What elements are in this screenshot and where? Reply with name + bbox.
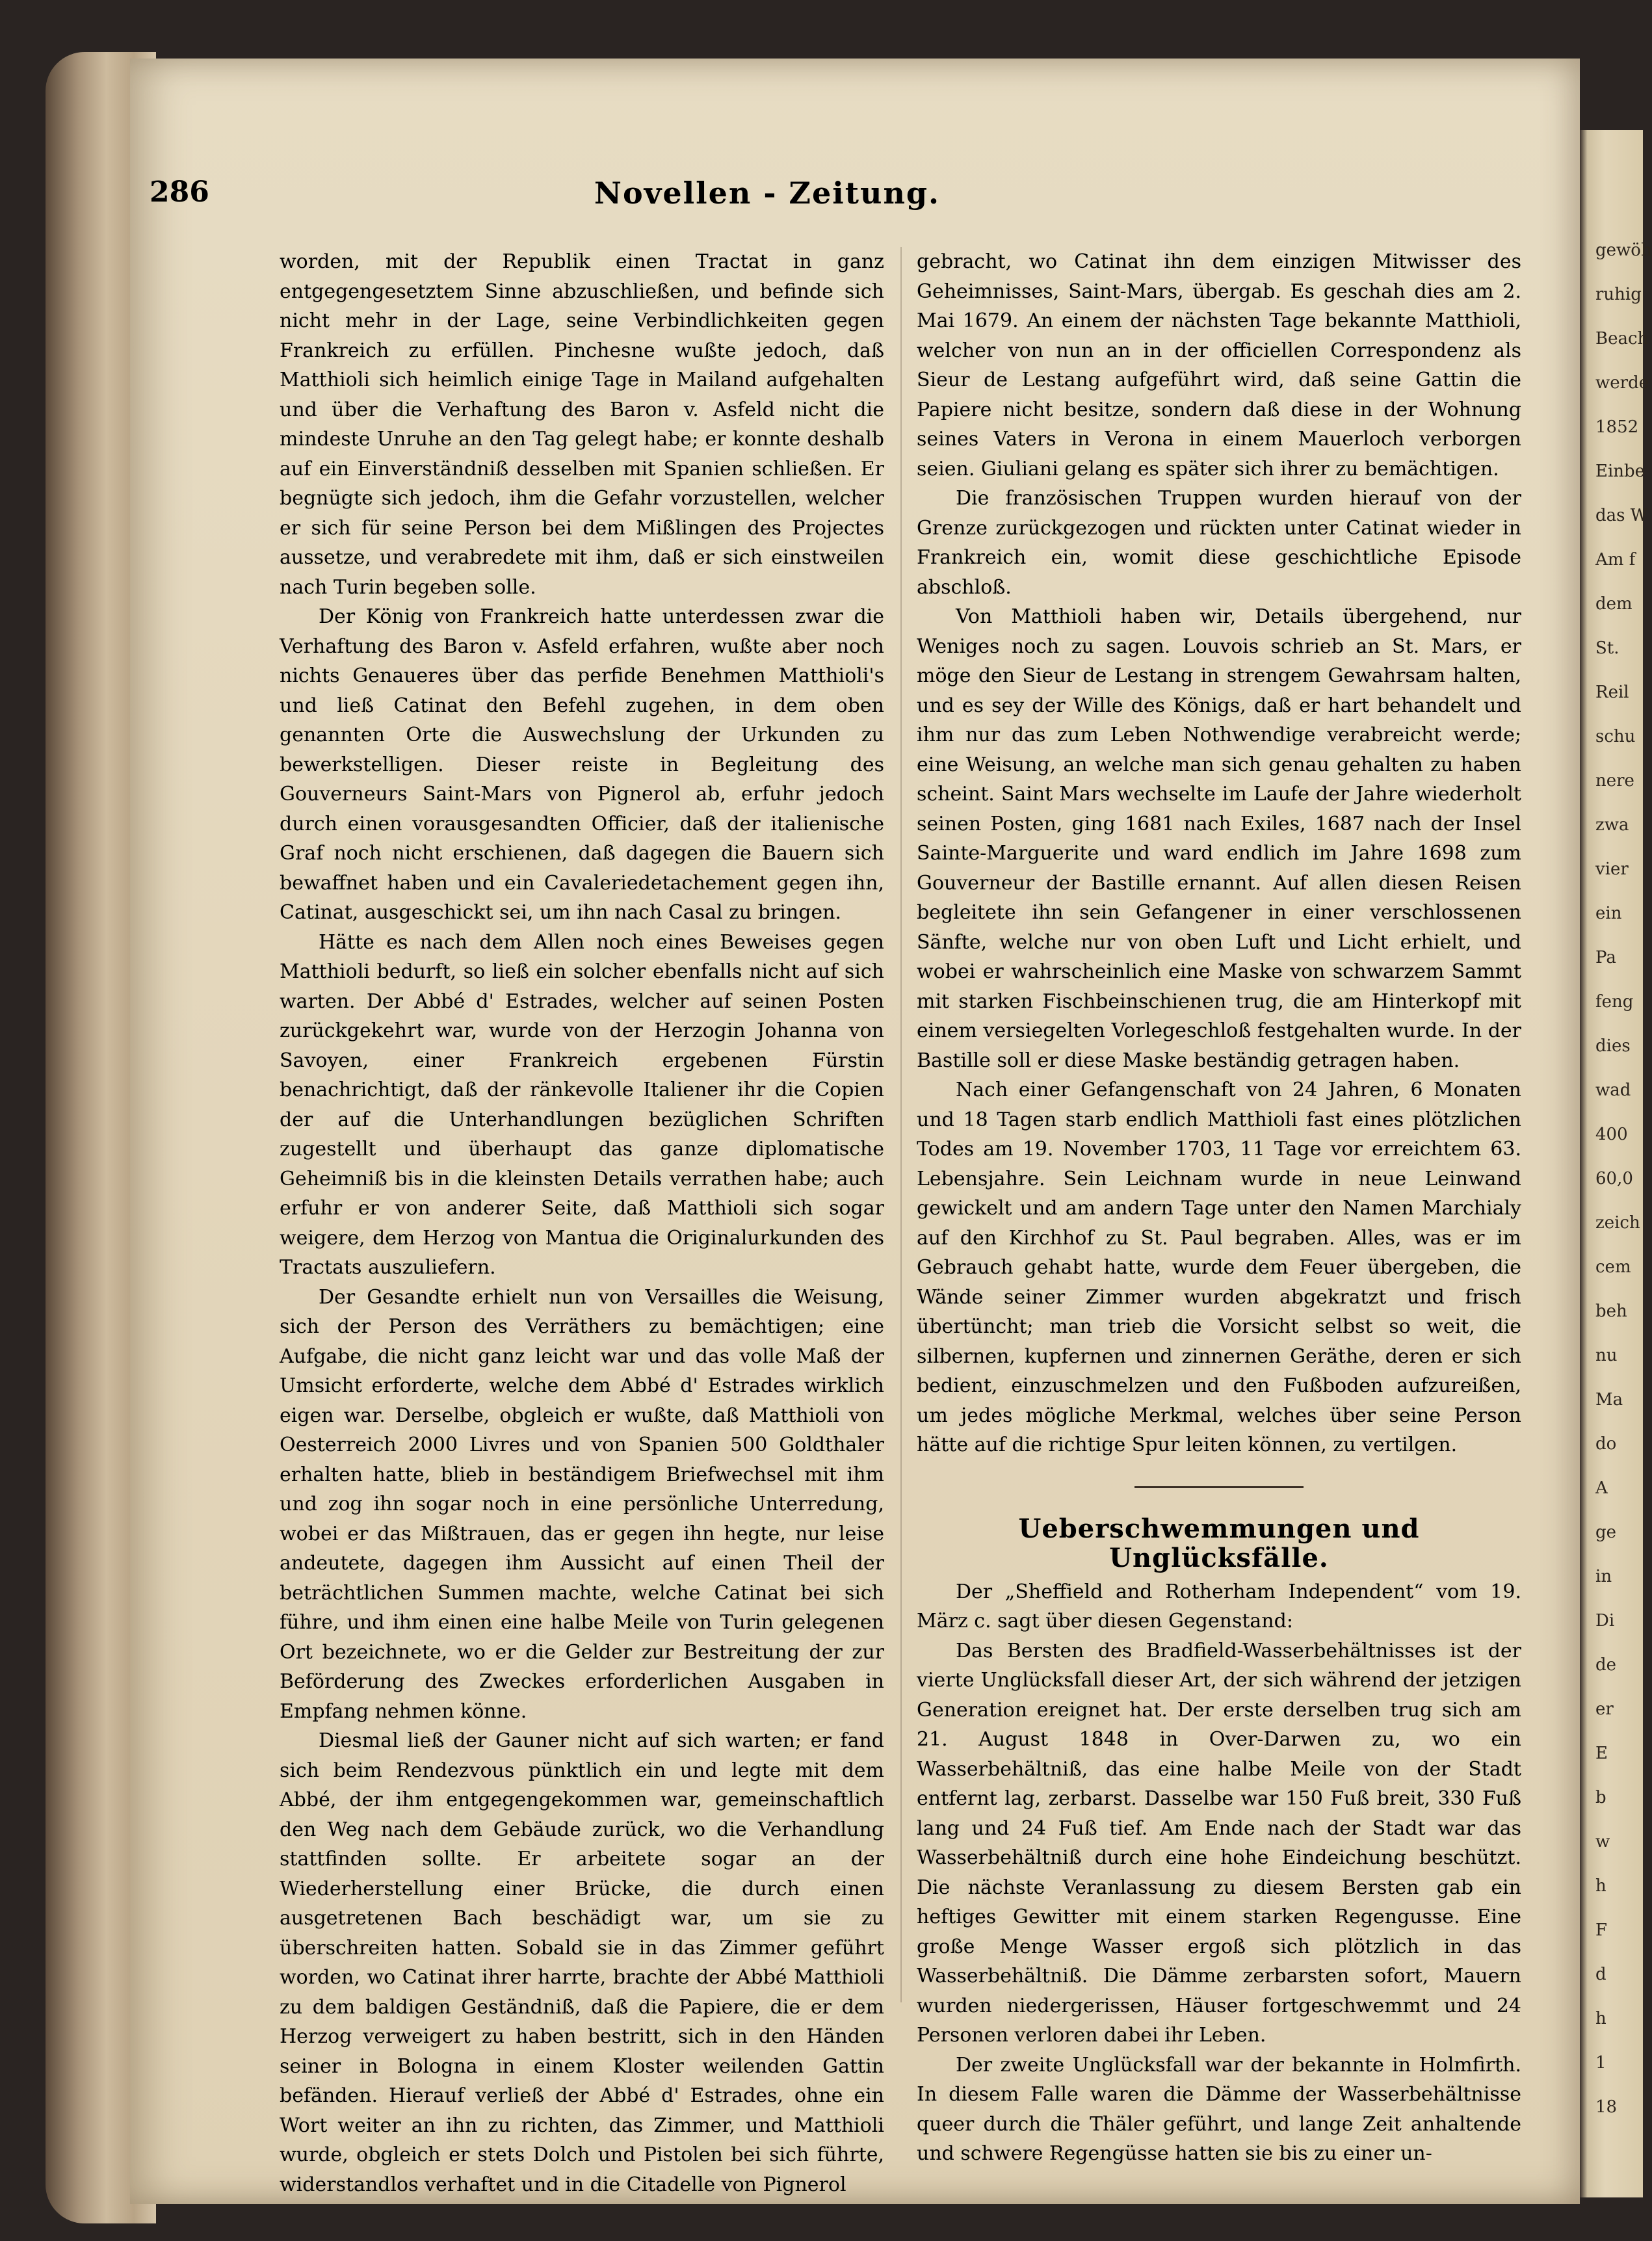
paragraph: Von Matthioli haben wir, Details übergehend, nur Weniges noch zu sagen. Louvois schrieb an St. Mars, er möge den Sieur de Lestang in strengem Gewahrsam halten, und es sey der Wille des Königs, daß er hart behandelt und ihm nur das zum Leben Nothwendige verabreicht werde; eine Weisung, an welche man sich genau gehalten zu haben scheint. Saint Mars wechselte im Laufe der Jahre wiederholt seinen Posten, ging 1681 nach Exiles, 1687 nach der Insel Sainte-Marguerite und ward endlich im Jahre 1698 zum Gouverneur der Bastille ernannt. Auf allen diesen Reisen begleitete ihn sein Gefangener in einer verschlossenen Sänfte, welche nur von oben Luft und Licht erhielt, und wobei er wahrscheinlich eine Maske von schwarzem Sammt mit starken Fischbeinschienen trug, die am Hinterkopf mit einem versiegelten Vorlegeschloß festgehalten wurde. In der Bastille soll er diese Maske beständig getragen haben. [917,605,1521,1072]
next-page-word-fragment: das W [1595,506,1648,525]
next-page-word-fragment: dies [1595,1036,1631,1056]
next-page-word-fragment: Di [1595,1611,1615,1631]
next-page-word-fragment: 18 [1595,2097,1618,2117]
right-column [917,247,1521,2169]
next-page-word-fragment: werde [1595,373,1649,393]
next-page-word-fragment: Pa [1595,948,1616,967]
next-page-word-fragment: in [1595,1567,1612,1586]
next-page-word-fragment: vier [1595,859,1629,879]
paragraph: Der König von Frankreich hatte unterdessen zwar die Verhaftung des Baron v. Asfeld erfahren, wußte aber noch nichts Genaueres über das perfide Benehmen Matthioli's und ließ Catinat den Befehl zugehen, in dem oben genannten Orte die Auswechslung der Urkunden zu bewerkstelligen. Dieser reiste in Begleitung des Gouverneurs Saint-Mars von Pignerol ab, erfuhr jedoch durch einen vorausgesandten Officier, daß der italienische Graf noch nicht erschienen, daß dagegen die Bauern sich bewaffnet haben und ein Cavaleriedetachement gegen ihn, Catinat, ausgeschickt sei, um ihn nach Casal zu bringen. [280,605,884,924]
next-page-word-fragment: dem [1595,594,1632,614]
page-number: 286 [150,176,209,209]
section-separator [1134,1486,1304,1488]
paragraph: Die französischen Truppen wurden hierauf von der Grenze zurückgezogen und rückten unter Catinat wieder in Frankreich ein, womit diese geschichtliche Episode abschloß. [917,487,1521,599]
paragraph: Diesmal ließ der Gauner nicht auf sich warten; er fand sich beim Rendezvous pünktlich ein und legte mit dem Abbé, der ihm entgegengekommen war, gemeinschaftlich den Weg nach dem Gebäude zurück, wo die Verhandlung stattfinden sollte. Er arbeitete sogar an der Wiederherstellung einer Brücke, die durch einen ausgetretenen Bach beschädigt war, um sie zu überschreiten hatten. Sobald sie in das Zimmer geführt worden, wo Catinat ihrer harrte, brachte der Abbé Matthioli zu dem baldigen Geständniß, daß die Papiere, die er dem Herzog verweigert zu haben bestritt, sich in den Händen seiner in Bologna in einem Kloster weilenden Gattin befänden. Hierauf verließ der Abbé d' Estrades, ohne ein Wort weiter an ihn zu richten, das Zimmer, und Matthioli wurde, obgleich er stets Dolch und Pistolen bei sich führte, widerstandlos verhaftet und in die Citadelle von Pignerol [280,1729,884,2196]
next-page-word-fragment: F [1595,1920,1608,1940]
next-page-word-fragment: St. [1595,638,1619,658]
next-page-word-fragment: Reil [1595,683,1629,702]
next-page-word-fragment: ruhig [1595,285,1642,304]
next-page-word-fragment: zeich [1595,1213,1640,1233]
next-page-word-fragment: nere [1595,771,1634,791]
next-page-word-fragment: zwa [1595,815,1629,835]
next-page-word-fragment: b [1595,1788,1606,1807]
paragraph: Nach einer Gefangenschaft von 24 Jahren, 6 Monaten und 18 Tagen starb endlich Matthioli fast eines plötzlichen Todes am 19. November 1703, 11 Tage vor erreichtem 63. Lebensjahre. Sein Leichnam wurde in neue Leinwand gewickelt und am andern Tage unter den Namen Marchialy auf den Kirchhof zu St. Paul begraben. Alles, was er im Gebrauch gehabt hatte, wurde dem Feuer übergeben, die Wände seiner Zimmer wurden abgekratzt und frisch übertüncht; man trieb die Vorsicht selbst so weit, die silbernen, kupfernen und zinnernen Geräthe, deren er sich bedient, einzuschmelzen und den Fußboden aufzureißen, um jedes mögliche Merkmal, welches über seine Person hätte auf die richtige Spur leiten können, zu vertilgen. [917,1079,1521,1456]
next-page-word-fragment: 400 [1595,1125,1628,1144]
next-page-word-fragment: gewöh [1595,241,1652,260]
paragraph: Der „Sheffield and Rotherham Independent“ vom 19. März c. sagt über diesen Gegenstand: [917,1580,1521,1632]
next-page-word-fragment: 1852 [1595,417,1639,437]
next-page-word-fragment: beh [1595,1302,1627,1321]
next-page-word-fragment: do [1595,1434,1617,1454]
next-page-word-fragment: w [1595,1832,1610,1852]
next-page-word-fragment: cem [1595,1257,1631,1277]
next-page-word-fragment: 60,0 [1595,1169,1633,1188]
paragraph: Hätte es nach dem Allen noch eines Beweises gegen Matthioli bedurft, so ließ ein solcher ebenfalls nicht auf sich warten. Der Abbé d' Estrades, welcher auf seinen Posten zurückgekehrt war, wurde von der Herzogin Johanna von Savoyen, einer Frankreich ergebenen Fürstin benachrichtigt, daß der ränkevolle Italiener ihr die Copien der auf die Unterhandlungen bezüglichen Schriften zugestellt und überhaupt das ganze diplomatische Geheimniß bis in die kleinsten Details verrathen habe; auch erfuhr er von anderer Seite, daß Matthioli sich sogar weigere, dem Herzog von Mantua die Originalurkunden des Tractats auszuliefern. [280,930,884,1279]
next-page-word-fragment: Ma [1595,1390,1623,1409]
next-page-word-fragment: h [1595,1876,1606,1896]
next-page-word-fragment: 1 [1595,2053,1606,2073]
page-header [150,176,1385,221]
paragraph: Das Bersten des Bradfield-Wasserbehältnisses ist der vierte Unglücksfall dieser Art, der sich während der jetzigen Generation ereignet hat. Der erste derselben trug sich am 21. August 1848 in Over-Darwen zu, wo ein Wasserbehältniß, das eine halbe Meile von der Stadt entfernt lag, zerbarst. Dasselbe war 150 Fuß breit, 330 Fuß lang und 24 Fuß tief. Am Ende nach der Stadt war das Wasserbehältniß durch eine hohe Eindeichung beschützt. Die nächste Veranlassung zu diesem Bersten gab ein heftiges Gewitter mit einem starken Regengusse. Eine große Menge Wasser ergoß sich plötzlich in das Wasserbehältniß. Die Dämme zerbarsten sofort, Mauern wurden niedergerissen, Häuser fortgeschwemmt und 24 Personen verloren dabei ihr Leben. [917,1639,1521,2047]
next-page-word-fragment: E [1595,1744,1608,1763]
next-page-fragment [1580,130,1652,2197]
paragraph: Der Gesandte erhielt nun von Versailles die Weisung, sich der Person des Verräthers zu bemächtigen; eine Aufgabe, die nicht ganz leicht war und das volle Maß der Umsicht erforderte, welche dem Abbé d' Estrades wirklich eigen war. Derselbe, obgleich er wußte, daß Matthioli von Oesterreich 2000 Livres und von Spanien 500 Goldthaler erhalten hatte, blieb in beständigem Briefwechsel mit ihm und zog ihn sogar noch in eine persönliche Unterredung, wobei er das Mißtrauen, das er gegen ihn hegte, nur leise andeutete, dagegen ihm Aussicht auf einen Theil der beträchtlichen Summen machte, welche Catinat bei sich führe, und ihm einen eine halbe Meile von Turin gelegenen Ort bezeichnete, wo er die Gelder zur Bestreitung der zur Beförderung des Zweckes erforderlichen Ausgaben in Empfang nehmen könne. [280,1285,884,1723]
next-page-word-fragment: Beach [1595,329,1649,348]
next-page-word-fragment: er [1595,1699,1614,1719]
next-page-word-fragment: wad [1595,1081,1631,1100]
running-title: Novellen - Zeitung. [594,176,941,211]
next-page-word-fragment: ein [1595,904,1622,923]
paragraph: gebracht, wo Catinat ihn dem einzigen Mitwisser des Geheimnisses, Saint-Mars, übergab. Es geschah dies am 2. Mai 1679. An einem der nächsten Tage bekannte Matthioli, welcher von nun an in der officiellen Correspondenz als Sieur de Lestang aufgeführt wird, daß seine Gattin die Papiere nicht besitze, sondern daß diese in der Wohnung seines Vaters in Verona in einem Mauerloch verborgen seien. Giuliani gelang es später sich ihrer zu bemächtigen. [917,250,1521,480]
paragraph: Der zweite Unglücksfall war der bekannte in Holmfirth. In diesem Falle waren die Dämme der Wasserbehältnisse queer durch die Thäler geführt, und lange Zeit anhaltende und schwere Regengüsse hatten sie bis zu einer un- [917,2053,1521,2165]
next-page-word-fragment: Einbe [1595,462,1645,481]
next-page-word-fragment: de [1595,1655,1617,1675]
next-page-word-fragment: Am f [1595,550,1636,570]
next-page-word-fragment: nu [1595,1346,1618,1365]
next-page-word-fragment: A [1595,1478,1608,1498]
left-column [280,247,884,2199]
paragraph: worden, mit der Republik einen Tractat in ganz entgegengesetztem Sinne abzuschließen, und befinde sich nicht mehr in der Lage, seine Verbindlichkeiten gegen Frankreich zu erfüllen. Pinchesne wußte jedoch, daß Matthioli sich heimlich einige Tage in Mailand aufgehalten und über die Verhaftung des Baron v. Asfeld nicht die mindeste Unruhe an den Tag gelegt habe; er konnte deshalb auf ein Einverständniß desselben mit Spanien schließen. Er begnügte sich jedoch, ihm die Gefahr vorzustellen, welcher er sich für seine Person bei dem Mißlingen des Projectes aussetze, und verabredete mit ihm, daß er sich einstweilen nach Turin begeben solle. [280,250,884,599]
next-page-word-fragment: feng [1595,992,1634,1012]
next-page-word-fragment: schu [1595,727,1636,746]
next-page-word-fragment: d [1595,1965,1606,1984]
section-title: Ueberschwemmungen und Unglücksfälle. [1018,1513,1420,1573]
next-page-word-fragment: ge [1595,1523,1617,1542]
column-divider [900,247,902,2002]
next-page-word-fragment: h [1595,2009,1606,2028]
